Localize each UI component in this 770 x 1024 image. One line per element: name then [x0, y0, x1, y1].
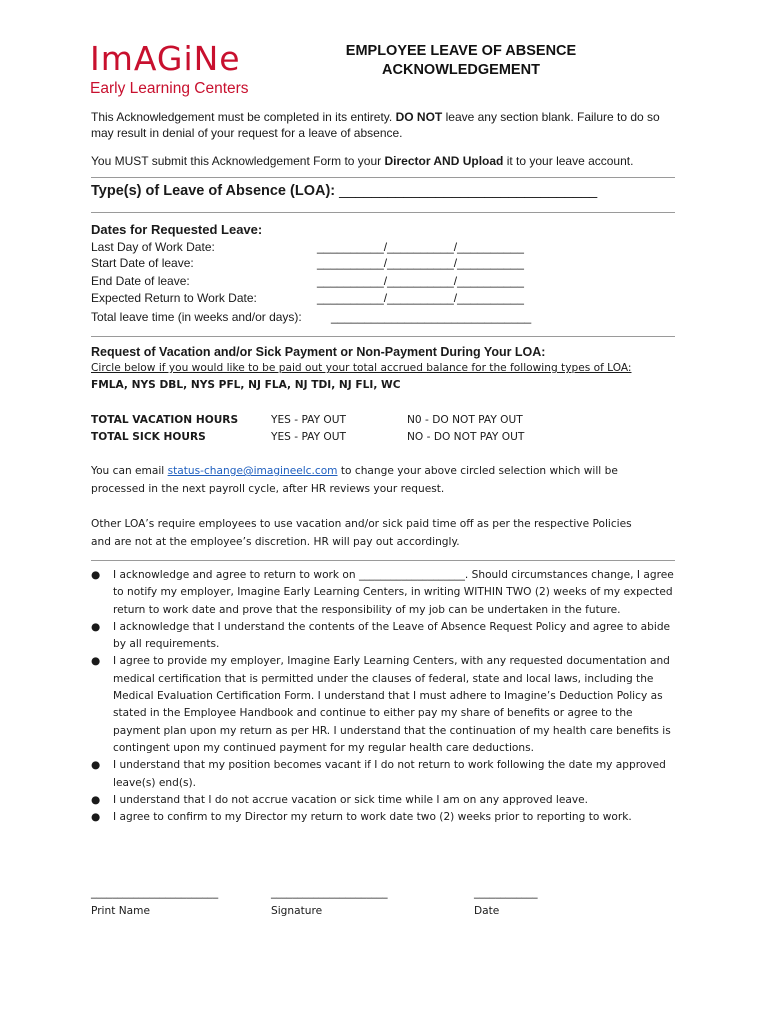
bullet-dot: ●: [91, 569, 101, 581]
date-line[interactable]: ____________: [474, 887, 538, 899]
list-item-text: I understand that I do not accrue vacation or sick time while I am on any approved leave.: [113, 793, 589, 806]
print-name-label: Print Name: [91, 905, 150, 917]
date-label: Start Date of leave:: [91, 256, 194, 270]
email-post-text: to change your above circled selection which will be: [337, 465, 618, 477]
list-item-text: I acknowledge that I understand the contents of the Leave of Absence Request Policy and agree to abide by all requirements.: [113, 620, 671, 651]
date-label: Expected Return to Work Date:: [91, 291, 257, 305]
date-blank[interactable]: __________/__________/__________: [317, 240, 524, 254]
date-blank[interactable]: __________/__________/__________: [317, 274, 524, 288]
intro-p1-end: leave any section blank. Failure to do so may result in denial of your request for a leave of absence.: [91, 110, 660, 140]
list-item: [91, 619, 679, 654]
loa-types-list: FMLA, NYS DBL, NYS PFL, NJ FLA, NJ TDI, NJ FLI, WC: [91, 379, 401, 391]
signature-field[interactable]: [271, 884, 388, 920]
other-loa-line-1: Other LOA’s require employees to use vacation and/or sick paid time off as per the respective Policies: [91, 518, 632, 530]
payout-row-label: TOTAL SICK HOURS: [91, 431, 206, 443]
list-item: [91, 792, 679, 809]
date-label: End Date of leave:: [91, 274, 190, 288]
date-label: Date: [474, 905, 500, 917]
list-item-text: I acknowledge and agree to return to work on ____________________. Should circumstances change, I agree to notify my employer, Imagine Early Learning Centers, in writing WITHIN TWO (2) weeks of my expected return to work date and prove that the responsibility of my job can be undertaken in the future.: [113, 569, 674, 616]
status-change-email-link[interactable]: status-change@imagineelc.com: [167, 465, 338, 477]
title-line-2: ACKNOWLEDGEMENT: [382, 62, 540, 78]
list-item: [91, 809, 679, 826]
intro-p2-start: You MUST submit this Acknowledgement Form to your: [91, 154, 385, 168]
list-item-text: I agree to confirm to my Director my return to work date two (2) weeks prior to reporting to work.: [113, 811, 632, 824]
title-line-1: EMPLOYEE LEAVE OF ABSENCE: [345, 43, 577, 59]
dates-heading: Dates for Requested Leave:: [91, 222, 263, 237]
document-title: [300, 42, 622, 80]
total-leave-label: Total leave time (in weeks and/or days):: [91, 310, 302, 324]
acknowledgement-list: [91, 567, 679, 826]
intro-p1-bold: DO NOT: [395, 110, 443, 124]
signature-line[interactable]: ______________________: [271, 887, 388, 899]
date-label: Last Day of Work Date:: [91, 240, 215, 254]
intro-p2-end: it to your leave account.: [503, 154, 634, 168]
email-pre-text: You can email: [91, 465, 168, 477]
list-item-text: I understand that my position becomes vacant if I do not return to work following the date my approved leave(s) end(s).: [113, 759, 666, 789]
logo-subtitle: Early Learning Centers: [90, 80, 249, 97]
email-line-2: processed in the next payroll cycle, after HR reviews your request.: [91, 482, 445, 495]
date-blank[interactable]: __________/__________/__________: [317, 291, 524, 305]
loa-type-label: Type(s) of Leave of Absence (LOA):: [91, 183, 336, 199]
other-loa-paragraph: [91, 516, 681, 551]
payout-row-label: TOTAL VACATION HOURS: [91, 414, 239, 426]
divider: [91, 212, 675, 213]
list-item: [91, 757, 679, 792]
imagine-logo: [86, 38, 256, 102]
divider: [91, 177, 675, 178]
divider: [91, 336, 675, 337]
print-name-line[interactable]: ________________________: [91, 887, 219, 899]
date-field[interactable]: [474, 884, 538, 920]
no-pay-out-option[interactable]: NO - DO NOT PAY OUT: [407, 431, 525, 443]
payment-heading: Request of Vacation and/or Sick Payment or Non-Payment During Your LOA:: [91, 345, 546, 359]
intro-p2-bold: Director AND Upload: [384, 154, 504, 168]
signature-label: Signature: [271, 905, 323, 917]
vacation-payout-row: [91, 412, 651, 429]
list-item-text: I agree to provide my employer, Imagine Early Learning Centers, with any requested documentation and medical certification that is permitted under the clauses of federal, state and local laws, including the Medical Evaluation Certification Form. I understand that I must adhere to Imagine’s Deduction Policy as stated in the Employee Handbook and continue to either pay my share of benefits or agree to the payment plan upon my return as per HR. I understand that the continuation of my health care benefits is contingent upon my continued payment for my regular health care deductions.: [113, 655, 671, 754]
yes-pay-out-option[interactable]: YES - PAY OUT: [271, 431, 346, 443]
list-item: [91, 567, 679, 619]
payment-instruction: Circle below if you would like to be paid out your total accrued balance for the following types of LOA:: [91, 362, 632, 374]
total-leave-blank[interactable]: ______________________________: [331, 310, 532, 324]
intro-paragraph-2: [91, 154, 683, 170]
bullet-dot: ●: [91, 655, 101, 668]
list-item: [91, 653, 679, 757]
no-pay-out-option[interactable]: N0 - DO NOT PAY OUT: [407, 414, 523, 426]
bullet-dot: ●: [91, 793, 101, 806]
divider: [91, 560, 675, 561]
sick-payout-row: [91, 429, 651, 446]
intro-p1-start: This Acknowledgement must be completed in its entirety.: [91, 110, 396, 124]
date-blank[interactable]: __________/__________/__________: [317, 256, 524, 270]
other-loa-line-2: and are not at the employee’s discretion. HR will pay out accordingly.: [91, 535, 460, 548]
email-paragraph: [91, 463, 681, 498]
intro-paragraph-1: [91, 110, 683, 141]
bullet-dot: ●: [91, 759, 101, 772]
loa-type-field[interactable]: [91, 183, 597, 199]
bullet-dot: ●: [91, 811, 101, 824]
logo-wordmark: ImAGiNe: [90, 39, 241, 78]
loa-type-blank[interactable]: ________________________________: [339, 183, 598, 199]
bullet-dot: ●: [91, 620, 101, 633]
email-line-1: [91, 463, 681, 481]
print-name-field[interactable]: [91, 884, 218, 920]
yes-pay-out-option[interactable]: YES - PAY OUT: [271, 414, 346, 426]
